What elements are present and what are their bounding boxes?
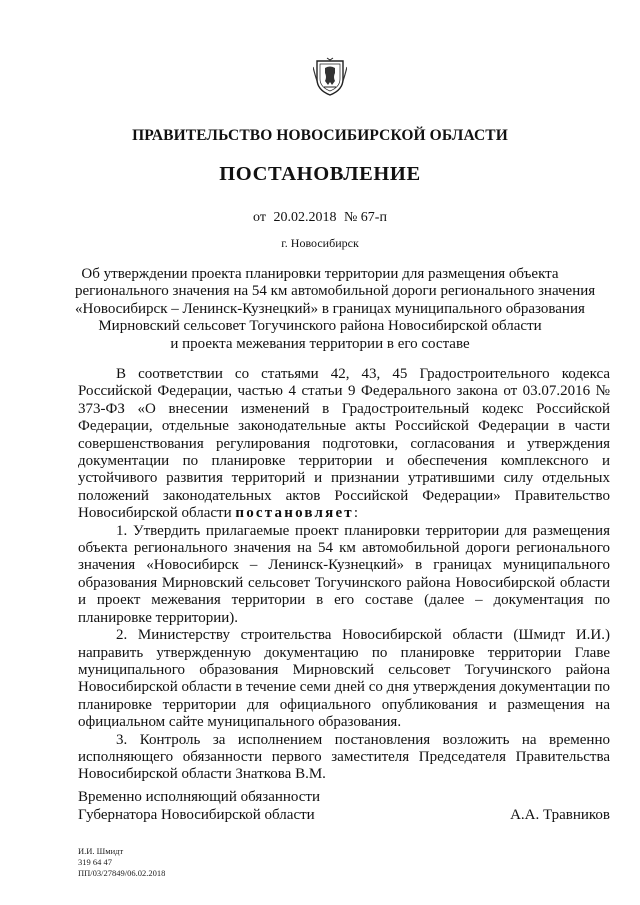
signatory-title-line-1: Временно исполняющий обязанности (78, 789, 321, 805)
postanovlyaet-word: постановляет (235, 505, 354, 522)
subject-line: Об утверждении проекта планировки территории для размещения объекта (81, 266, 559, 282)
document-number: № 67-п (343, 210, 387, 225)
subject-line: Мирновский сельсовет Тогучинского района Новосибирской области (98, 318, 542, 335)
coat-of-arms-icon (313, 57, 347, 97)
signature-row (78, 806, 610, 824)
date-number-line (0, 210, 640, 226)
signatory-title-line-2: Губернатора Новосибирской области (78, 807, 315, 823)
document-reference: ПП/03/27849/06.02.2018 (78, 868, 166, 878)
executor-block (78, 846, 165, 879)
city-name: г. Новосибирск (281, 236, 359, 250)
signatory-name: А.А. Травников (510, 807, 610, 823)
document-type-title: ПОСТАНОВЛЕНИЕ (219, 163, 421, 185)
document-body (78, 366, 610, 784)
government-name: ПРАВИТЕЛЬСТВО НОВОСИБИРСКОЙ ОБЛАСТИ (132, 127, 508, 144)
document-subject (75, 266, 596, 353)
subject-line: «Новосибирск – Ленинск-Кузнецкий» в границах муниципального образования (75, 300, 585, 317)
executor-name: И.И. Шмидт (78, 846, 124, 856)
executor-phone: 319 64 47 (78, 857, 112, 867)
document-date: 20.02.2018 (273, 210, 337, 225)
subject-line: регионального значения на 54 км автомобильной дороги регионального значения (75, 283, 596, 300)
signature-block (78, 788, 610, 824)
preamble-paragraph: В соответствии со статьями 42, 43, 45 Градостроительного кодекса Российской Федерации, частью 4 статьи 9 Федерального закона от 03.07.2016 № 373-ФЗ «О внесении изменений в Градостроительный кодекс Российской Федерации, отдельные законодательные акты Российской Федерации в части совершенствования регулирования подготовки, согласования и утверждения документации по планировке территории и обеспечения комплексного и устойчивого развития территорий и признании утратившими силу отдельных положений законодательных актов Российской Федерации» Правительство Новосибирской области постановляет: (78, 366, 610, 522)
item-1-paragraph: 1. Утвердить прилагаемые проект планировки территории для размещения объекта регионального значения на 54 км автомобильной дороги регионального значения «Новосибирск – Ленинск-Кузнецкий» в границах муниципального образования Мирновский сельсовет Тогучинского района Новосибирской области и проект межевания территории в его составе (далее – документация по планировке территории). (78, 522, 610, 626)
item-2-paragraph: 2. Министерству строительства Новосибирской области (Шмидт И.И.) направить утвержденную документацию по планировке территории Главе муниципального образования Мирновский сельсовет Тогучинского района Новосибирской области в течение семи дней со дня утверждения документации по планировке территории для официального опубликования и размещения на официальном сайте муниципального образования. (78, 627, 610, 731)
date-prefix: от (253, 210, 266, 225)
preamble-text: В соответствии со статьями 42, 43, 45 Градостроительного кодекса Российской Федерации, частью 4 статьи 9 Федерального закона от 03.07.2016 № 373-ФЗ «О внесении изменений в Градостроительный кодекс Российской Федерации, отдельные законодательные акты Российской Федерации в части совершенствования регулирования подготовки, согласования и утверждения документации по планировке территории и обеспечения комплексного и устойчивого развития территорий и признании утратившими силу отдельных положений законодательных актов Российской Федерации» Правительство Новосибирской области (78, 366, 610, 522)
subject-line: и проекта межевания территории в его составе (170, 335, 470, 352)
item-3-paragraph: 3. Контроль за исполнением постановления возложить на временно исполняющего обязанности первого заместителя Председателя Правительства Новосибирской области Знаткова В.М. (78, 731, 610, 783)
